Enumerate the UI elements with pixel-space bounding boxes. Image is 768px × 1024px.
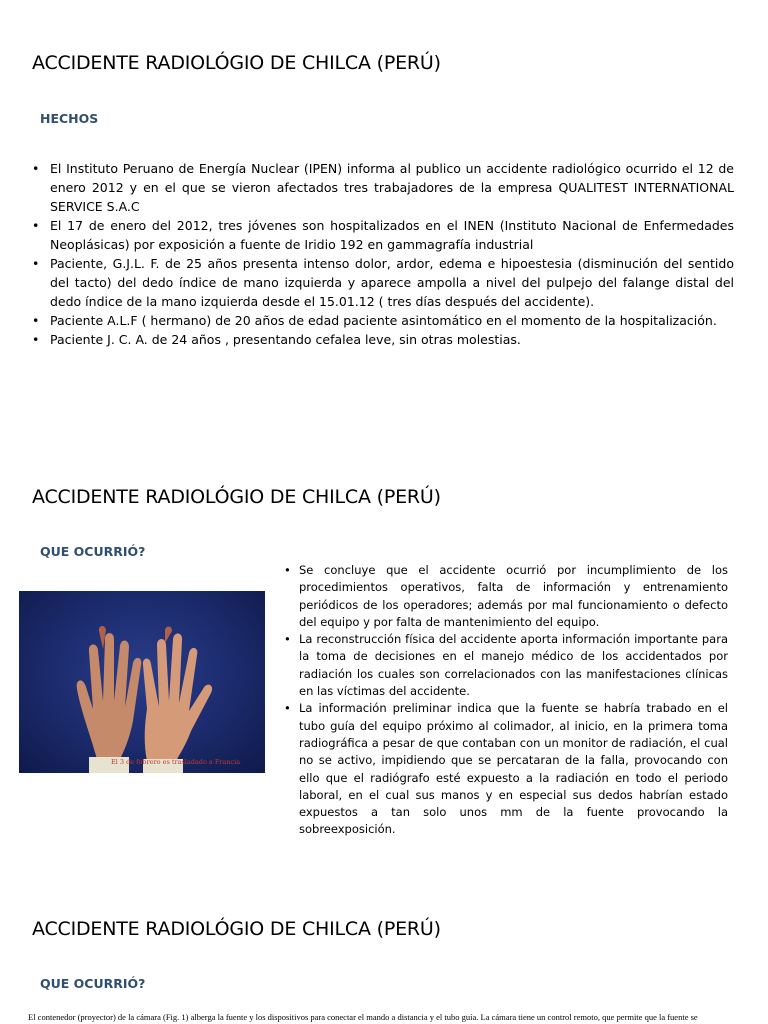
slide1-title: ACCIDENTE RADIOLÓGIO DE CHILCA (PERÚ) bbox=[32, 52, 441, 74]
slide2-bullet: • La reconstrucción física del accidente aporta información importante para la toma de decisiones en el manejo médico de los accidentados por radiación los cuales son correlacionados con las manifestaciones clínicas en las víctimas del accidente. bbox=[299, 631, 728, 700]
slide1-subtitle: HECHOS bbox=[40, 111, 99, 126]
photo-caption: El 3 de febrero es trasladado a Francia bbox=[111, 758, 241, 766]
hands-illustration bbox=[19, 591, 265, 773]
slide2-bullet-list bbox=[299, 562, 728, 839]
left-hand-shape bbox=[77, 626, 142, 761]
slide1-bullet: • Paciente J. C. A. de 24 años , presentando cefalea leve, sin otras molestias. bbox=[50, 330, 734, 349]
slide1-bullet-list bbox=[50, 159, 734, 349]
slide2-bullet: • Se concluye que el accidente ocurrió por incumplimiento de los procedimientos operativos, falta de información y entrenamiento periódicos de los operadores; además por mal funcionamiento o defecto del equipo y por falta de mantenimiento del equipo. bbox=[299, 562, 728, 631]
slide1-bullet: • Paciente, G.J.L. F. de 25 años presenta intenso dolor, ardor, edema e hipoestesia (disminución del sentido del tacto) del dedo índice de mano izquierda y aparece ampolla a nivel del pulpejo del falange distal del dedo índice de la mano izquierda desde el 15.01.12 ( tres días después del accidente). bbox=[50, 254, 734, 311]
slide3-title: ACCIDENTE RADIOLÓGIO DE CHILCA (PERÚ) bbox=[32, 918, 441, 940]
slide1-bullet: • Paciente A.L.F ( hermano) de 20 años de edad paciente asintomático en el momento de la hospitalización. bbox=[50, 311, 734, 330]
slide1-bullet: • El 17 de enero del 2012, tres jóvenes son hospitalizados en el INEN (Instituto Nacional de Enfermedades Neoplásicas) por exposición a fuente de Iridio 192 en gammagrafía industrial bbox=[50, 216, 734, 254]
slide3-subtitle: QUE OCURRIÓ? bbox=[40, 976, 146, 991]
slide2-title: ACCIDENTE RADIOLÓGIO DE CHILCA (PERÚ) bbox=[32, 486, 441, 508]
slide2-subtitle: QUE OCURRIÓ? bbox=[40, 544, 146, 559]
injured-hands-photo bbox=[19, 591, 265, 773]
slide2-bullet: • La información preliminar indica que la fuente se habría trabado en el tubo guía del equipo próximo al colimador, al inicio, en la primera toma radiográfica a pesar de que contaban con un monitor de radiación, el cual no se activo, impidiendo que se percataran de la falla, provocando con ello que el radiógrafo esté expuesto a la radiación en todo el periodo laboral, en el cual sus manos y en especial sus dedos habrían estado expuestos a tan solo unos mm de la fuente provocando la sobreexposición. bbox=[299, 700, 728, 838]
right-hand-shape bbox=[143, 627, 212, 764]
slide1-bullet: • El Instituto Peruano de Energía Nuclear (IPEN) informa al publico un accidente radiológico ocurrido el 12 de enero 2012 y en el que se vieron afectados tres trabajadores de la empresa QUALITEST INTERNATIONAL SERVICE S.A.C bbox=[50, 159, 734, 216]
slide3-body-text: El contenedor (proyector) de la cámara (Fig. 1) alberga la fuente y los dispositivos para conectar el mando a distancia y el tubo guía. La cámara tiene un control remoto, que permite que la fuente se bbox=[28, 1012, 698, 1022]
